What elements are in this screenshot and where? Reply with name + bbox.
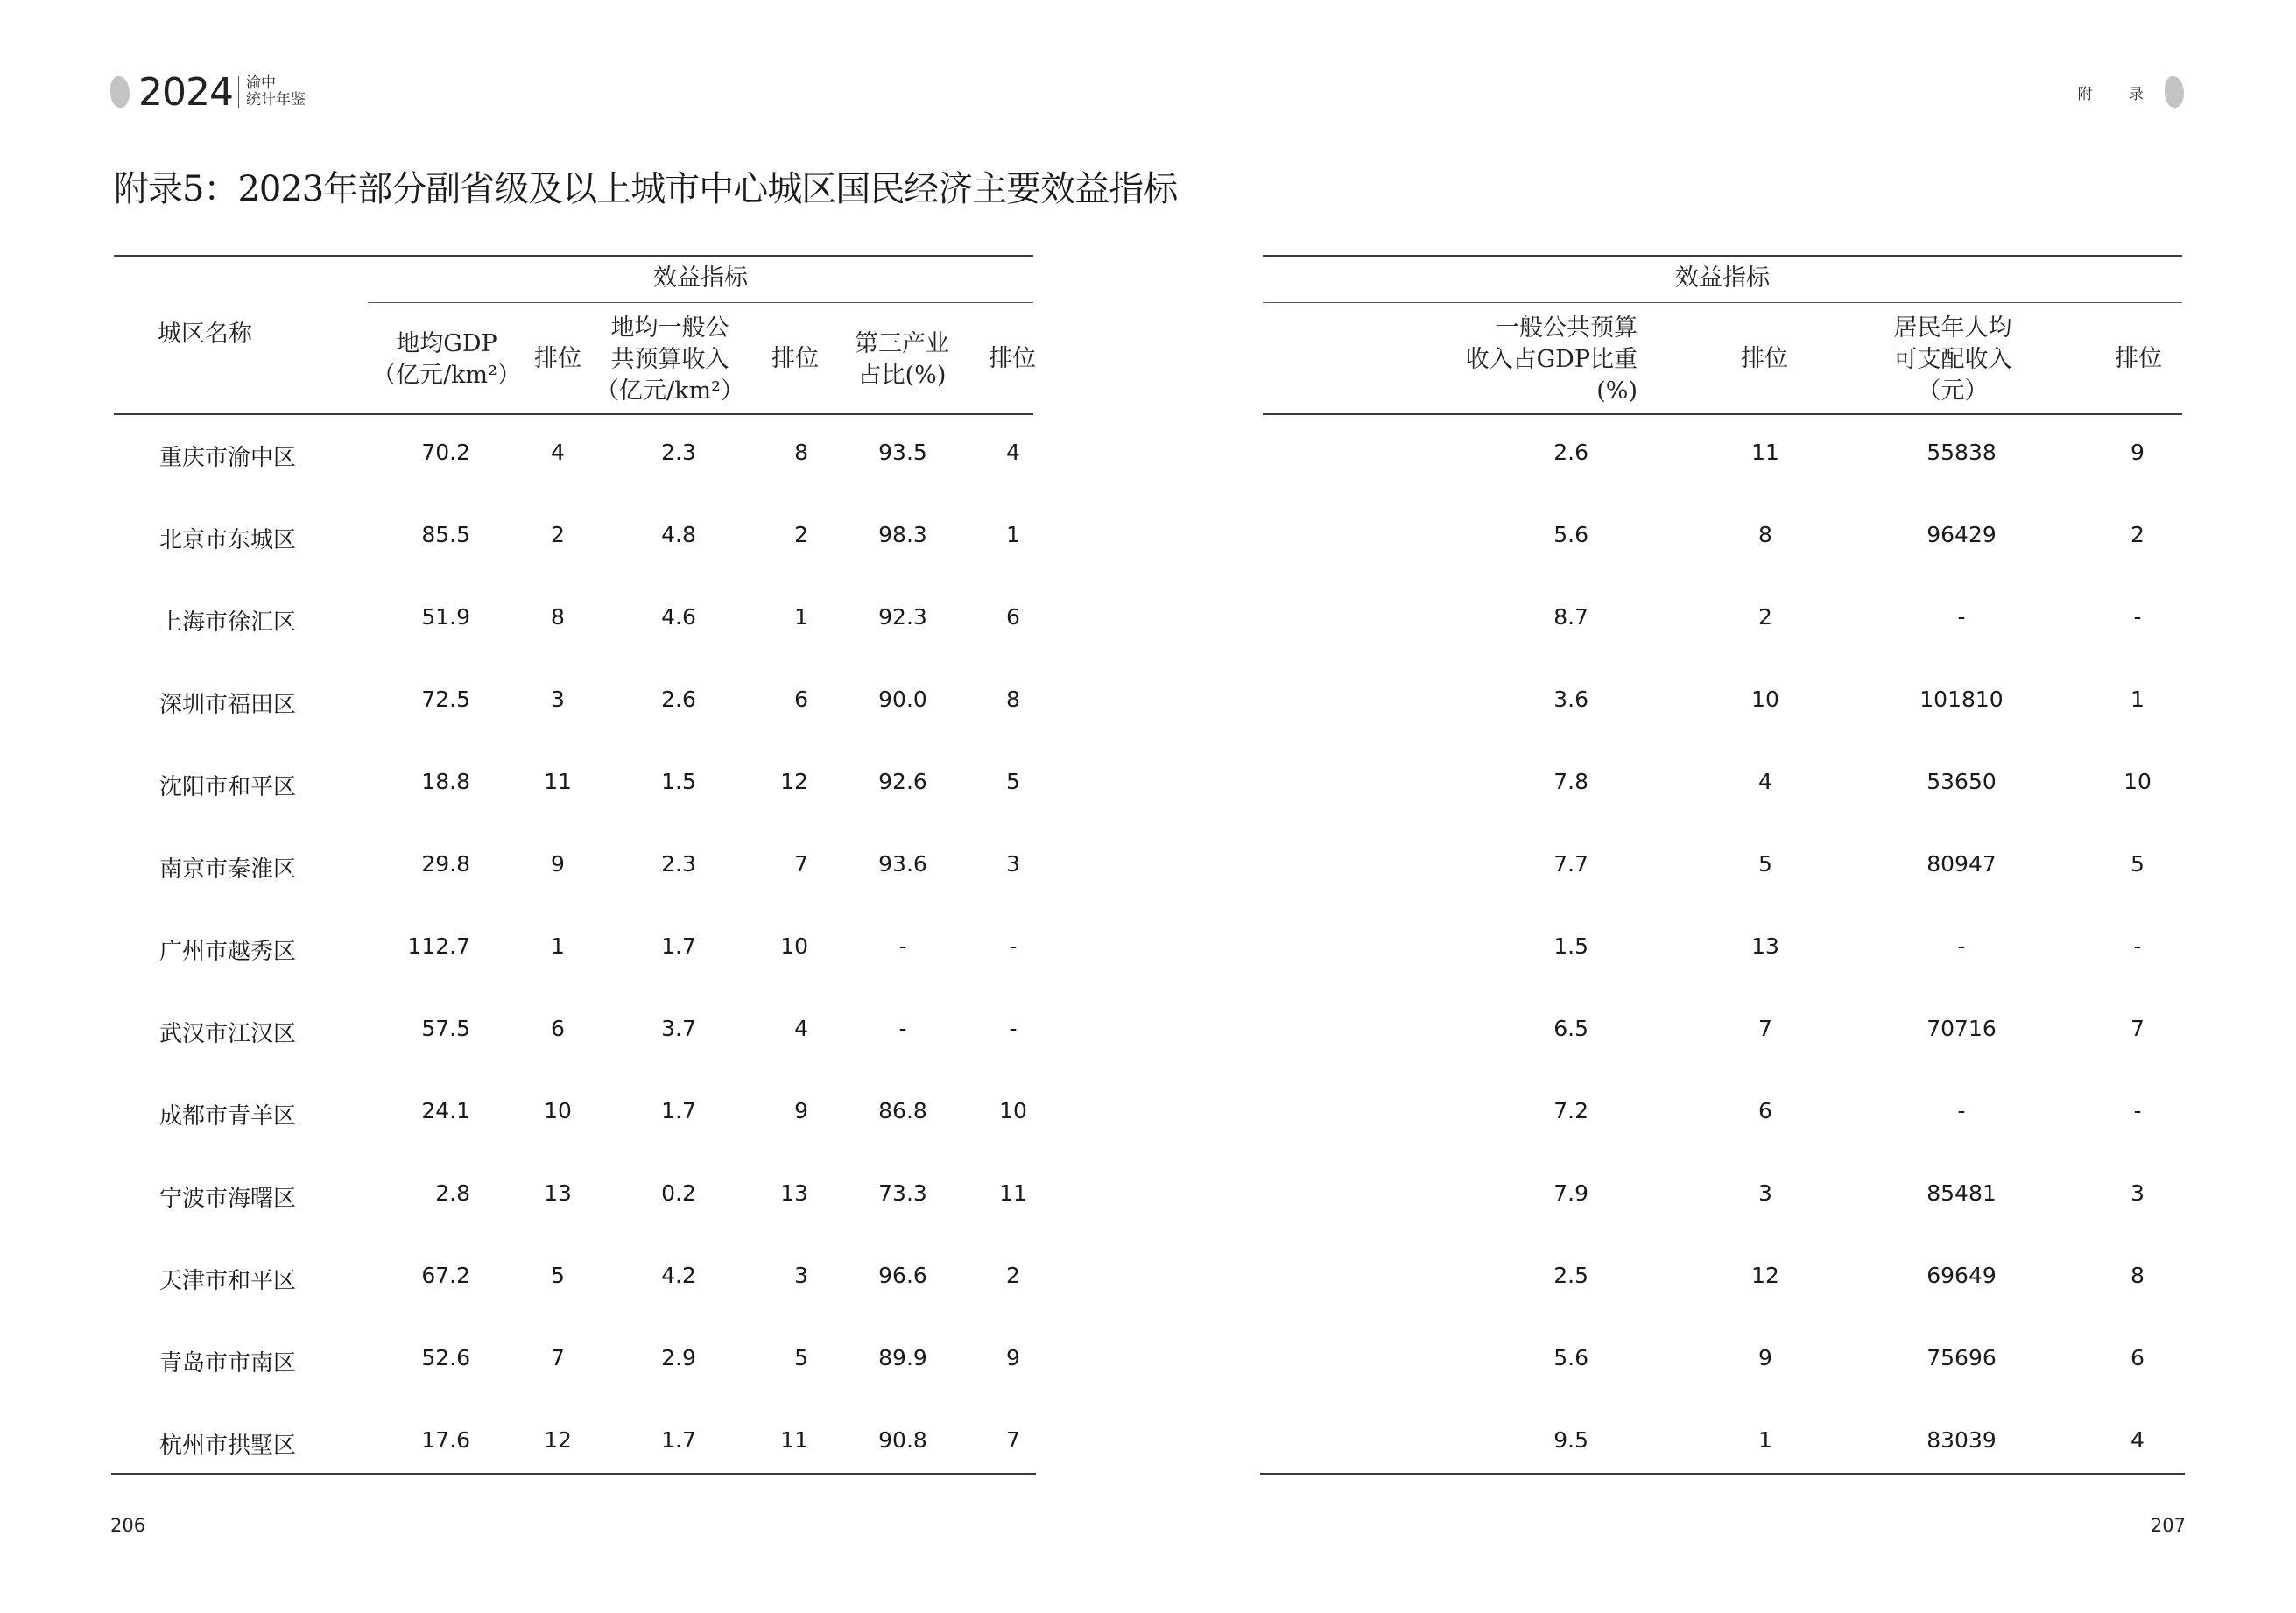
cell-income-rank: 5: [2130, 851, 2145, 877]
cell-ratio-rank: 10: [1751, 687, 1779, 712]
cell-revenue-density: 1.7: [661, 1098, 696, 1123]
cell-gdp-rank: 1: [551, 933, 565, 959]
cell-city: 沈阳市和平区: [159, 774, 297, 800]
cell-revenue-gdp-ratio: 5.6: [1553, 1345, 1588, 1370]
cell-revenue-gdp-ratio: 5.6: [1553, 522, 1588, 547]
cell-tertiary-rank: 5: [1006, 769, 1020, 794]
cell-city: 上海市徐汇区: [159, 609, 297, 636]
cell-city: 重庆市渝中区: [159, 445, 297, 471]
cell-tertiary-share: -: [898, 933, 907, 959]
cell-disposable-income: 96429: [1926, 522, 1997, 547]
cell-gdp-density: 52.6: [421, 1345, 470, 1370]
cell-revenue-density: 2.9: [661, 1345, 696, 1370]
cell-ratio-rank: 11: [1751, 440, 1779, 465]
cell-revenue-gdp-ratio: 6.5: [1553, 1016, 1588, 1041]
cell-gdp-rank: 3: [551, 687, 565, 712]
cell-revenue-density: 1.7: [661, 1427, 696, 1453]
cell-tertiary-share: 89.9: [878, 1345, 927, 1370]
header-gdp-density: 地均GDP （亿元/km²）: [372, 330, 521, 389]
cell-tertiary-rank: 7: [1006, 1427, 1020, 1453]
page-number-left: 206: [110, 1515, 146, 1536]
cell-ratio-rank: 7: [1758, 1016, 1772, 1041]
cell-disposable-income: -: [1957, 933, 1966, 959]
cell-city: 南京市秦淮区: [159, 856, 297, 883]
logo-year: 2024: [138, 69, 233, 115]
cell-disposable-income: 55838: [1926, 440, 1997, 465]
cell-gdp-rank: 5: [551, 1263, 565, 1288]
cell-revenue-rank: 1: [794, 604, 808, 630]
cell-ratio-rank: 2: [1758, 604, 1772, 630]
cell-city: 杭州市拱墅区: [159, 1433, 297, 1459]
cell-ratio-rank: 5: [1758, 851, 1772, 877]
cell-disposable-income: 69649: [1926, 1263, 1997, 1288]
cell-revenue-density: 3.7: [661, 1016, 696, 1041]
cell-revenue-density: 0.2: [661, 1180, 696, 1206]
cell-disposable-income: 101810: [1919, 687, 2004, 712]
header-disposable-income: 居民年人均 可支配收入 （元）: [1893, 314, 2012, 405]
cell-revenue-gdp-ratio: 2.6: [1553, 440, 1588, 465]
cell-tertiary-rank: 6: [1006, 604, 1020, 630]
cell-tertiary-share: 96.6: [878, 1263, 927, 1288]
cell-city: 武汉市江汉区: [159, 1021, 297, 1047]
cell-city: 深圳市福田区: [159, 692, 297, 718]
cell-ratio-rank: 8: [1758, 522, 1772, 547]
table-bottom-rule-left: [111, 1473, 1036, 1475]
cell-revenue-density: 1.7: [661, 933, 696, 959]
cell-tertiary-rank: 2: [1006, 1263, 1020, 1288]
cell-gdp-density: 112.7: [407, 933, 470, 959]
cell-revenue-rank: 6: [794, 687, 808, 712]
cell-revenue-density: 1.5: [661, 769, 696, 794]
cell-ratio-rank: 1: [1758, 1427, 1772, 1453]
cell-gdp-rank: 8: [551, 604, 565, 630]
cell-disposable-income: 80947: [1926, 851, 1997, 877]
cell-city: 北京市东城区: [159, 527, 297, 553]
cell-revenue-gdp-ratio: 7.8: [1553, 769, 1588, 794]
stone-logo-icon: [2165, 76, 2184, 108]
table-bottom-rule-right: [1260, 1473, 2185, 1475]
cell-gdp-density: 17.6: [421, 1427, 470, 1453]
cell-tertiary-share: 92.6: [878, 769, 927, 794]
cell-revenue-gdp-ratio: 9.5: [1553, 1427, 1588, 1453]
header-revenue-density: 地均一般公 共预算收入 （亿元/km²）: [595, 314, 744, 405]
cell-city: 广州市越秀区: [159, 939, 297, 965]
cell-tertiary-rank: 3: [1006, 851, 1020, 877]
cell-income-rank: 6: [2130, 1345, 2145, 1370]
cell-disposable-income: 70716: [1926, 1016, 1997, 1041]
cell-gdp-rank: 7: [551, 1345, 565, 1370]
cell-income-rank: 2: [2130, 522, 2145, 547]
cell-disposable-income: 85481: [1926, 1180, 1997, 1206]
cell-tertiary-rank: 4: [1006, 440, 1020, 465]
cell-disposable-income: 75696: [1926, 1345, 1997, 1370]
cell-revenue-rank: 10: [780, 933, 808, 959]
cell-gdp-rank: 11: [544, 769, 572, 794]
cell-revenue-gdp-ratio: 3.6: [1553, 687, 1588, 712]
cell-tertiary-rank: -: [1009, 1016, 1018, 1041]
cell-revenue-rank: 13: [780, 1180, 808, 1206]
cell-revenue-rank: 7: [794, 851, 808, 877]
cell-disposable-income: 83039: [1926, 1427, 1997, 1453]
cell-income-rank: 9: [2130, 440, 2145, 465]
cell-income-rank: 1: [2130, 687, 2145, 712]
cell-gdp-rank: 2: [551, 522, 565, 547]
cell-gdp-rank: 13: [544, 1180, 572, 1206]
cell-gdp-density: 85.5: [421, 522, 470, 547]
cell-revenue-gdp-ratio: 7.2: [1553, 1098, 1588, 1123]
cell-revenue-gdp-ratio: 8.7: [1553, 604, 1588, 630]
logo-divider: [238, 76, 239, 108]
cell-income-rank: -: [2133, 604, 2142, 630]
page-number-right: 207: [2150, 1515, 2186, 1536]
header-revenue-gdp-ratio: 一般公共预算 收入占GDP比重 (%): [1465, 314, 1637, 405]
cell-tertiary-rank: 10: [999, 1098, 1027, 1123]
cell-income-rank: 7: [2130, 1016, 2145, 1041]
cell-revenue-density: 4.8: [661, 522, 696, 547]
cell-ratio-rank: 12: [1751, 1263, 1779, 1288]
cell-tertiary-rank: 1: [1006, 522, 1020, 547]
cell-income-rank: -: [2133, 933, 2142, 959]
cell-revenue-rank: 11: [780, 1427, 808, 1453]
cell-gdp-density: 29.8: [421, 851, 470, 877]
cell-city: 天津市和平区: [159, 1268, 297, 1294]
cell-gdp-density: 18.8: [421, 769, 470, 794]
cell-revenue-gdp-ratio: 7.9: [1553, 1180, 1588, 1206]
cell-revenue-gdp-ratio: 2.5: [1553, 1263, 1588, 1288]
stone-logo-icon: [110, 76, 130, 108]
cell-gdp-rank: 9: [551, 851, 565, 877]
page-title: 附录5：2023年部分副省级及以上城市中心城区国民经济主要效益指标: [114, 169, 1178, 209]
cell-city: 成都市青羊区: [159, 1103, 297, 1130]
cell-revenue-rank: 8: [794, 440, 808, 465]
cell-revenue-density: 4.6: [661, 604, 696, 630]
cell-tertiary-rank: -: [1009, 933, 1018, 959]
cell-gdp-density: 67.2: [421, 1263, 470, 1288]
cell-gdp-rank: 12: [544, 1427, 572, 1453]
header-tertiary-rank: 排位: [989, 345, 1036, 372]
cell-city: 宁波市海曙区: [159, 1186, 297, 1212]
cell-gdp-density: 70.2: [421, 440, 470, 465]
section-header: [2078, 72, 2184, 112]
cell-revenue-gdp-ratio: 1.5: [1553, 933, 1588, 959]
cell-ratio-rank: 4: [1758, 769, 1772, 794]
cell-income-rank: 4: [2130, 1427, 2145, 1453]
cell-income-rank: 8: [2130, 1263, 2145, 1288]
cell-tertiary-share: -: [898, 1016, 907, 1041]
cell-tertiary-share: 90.8: [878, 1427, 927, 1453]
header-bottom-rule-right: [1263, 413, 2182, 415]
cell-income-rank: 3: [2130, 1180, 2145, 1206]
cell-income-rank: 10: [2123, 769, 2152, 794]
cell-revenue-density: 2.3: [661, 440, 696, 465]
cell-revenue-density: 2.6: [661, 687, 696, 712]
cell-gdp-rank: 10: [544, 1098, 572, 1123]
section-label: 附 录: [2077, 85, 2159, 103]
cell-revenue-density: 4.2: [661, 1263, 696, 1288]
cell-gdp-density: 51.9: [421, 604, 470, 630]
cell-revenue-rank: 4: [794, 1016, 808, 1041]
cell-revenue-rank: 12: [780, 769, 808, 794]
cell-tertiary-rank: 11: [999, 1180, 1027, 1206]
cell-tertiary-share: 90.0: [878, 687, 927, 712]
table-top-rule-left: [114, 255, 1033, 257]
cell-disposable-income: -: [1957, 1098, 1966, 1123]
cell-gdp-rank: 4: [551, 440, 565, 465]
cell-ratio-rank: 13: [1751, 933, 1779, 959]
logo-brand: 渝中 统计年鉴: [245, 74, 306, 109]
cell-ratio-rank: 6: [1758, 1098, 1772, 1123]
cell-gdp-rank: 6: [551, 1016, 565, 1041]
cell-tertiary-rank: 9: [1006, 1345, 1020, 1370]
cell-tertiary-share: 93.6: [878, 851, 927, 877]
header-gdp-rank: 排位: [534, 345, 581, 372]
header-group-right: 效益指标: [1675, 264, 1770, 292]
cell-disposable-income: 53650: [1926, 769, 1997, 794]
cell-tertiary-rank: 8: [1006, 687, 1020, 712]
cell-revenue-rank: 9: [794, 1098, 808, 1123]
cell-tertiary-share: 98.3: [878, 522, 927, 547]
cell-revenue-rank: 5: [794, 1345, 808, 1370]
cell-gdp-density: 24.1: [421, 1098, 470, 1123]
cell-city: 青岛市市南区: [159, 1350, 297, 1377]
cell-income-rank: -: [2133, 1098, 2142, 1123]
table-top-rule-right: [1263, 255, 2182, 257]
cell-gdp-density: 57.5: [421, 1016, 470, 1041]
cell-revenue-gdp-ratio: 7.7: [1553, 851, 1588, 877]
cell-disposable-income: -: [1957, 604, 1966, 630]
cell-tertiary-share: 93.5: [878, 440, 927, 465]
header-tertiary-share: 第三产业 占比(%): [855, 330, 949, 389]
cell-revenue-rank: 2: [794, 522, 808, 547]
yearbook-logo: [110, 70, 306, 114]
cell-revenue-rank: 3: [794, 1263, 808, 1288]
cell-gdp-density: 72.5: [421, 687, 470, 712]
cell-tertiary-share: 86.8: [878, 1098, 927, 1123]
group-underline-right: [1263, 302, 2182, 303]
cell-tertiary-share: 92.3: [878, 604, 927, 630]
cell-tertiary-share: 73.3: [878, 1180, 927, 1206]
header-income-rank: 排位: [2115, 345, 2162, 372]
cell-ratio-rank: 9: [1758, 1345, 1772, 1370]
cell-revenue-density: 2.3: [661, 851, 696, 877]
header-ratio-rank: 排位: [1741, 345, 1788, 372]
cell-gdp-density: 2.8: [435, 1180, 470, 1206]
header-group-left: 效益指标: [653, 264, 748, 292]
header-bottom-rule-left: [114, 413, 1033, 415]
cell-ratio-rank: 3: [1758, 1180, 1772, 1206]
header-revenue-rank: 排位: [771, 345, 819, 372]
header-city-name: 城区名称: [158, 320, 252, 348]
group-underline-left: [368, 302, 1033, 303]
